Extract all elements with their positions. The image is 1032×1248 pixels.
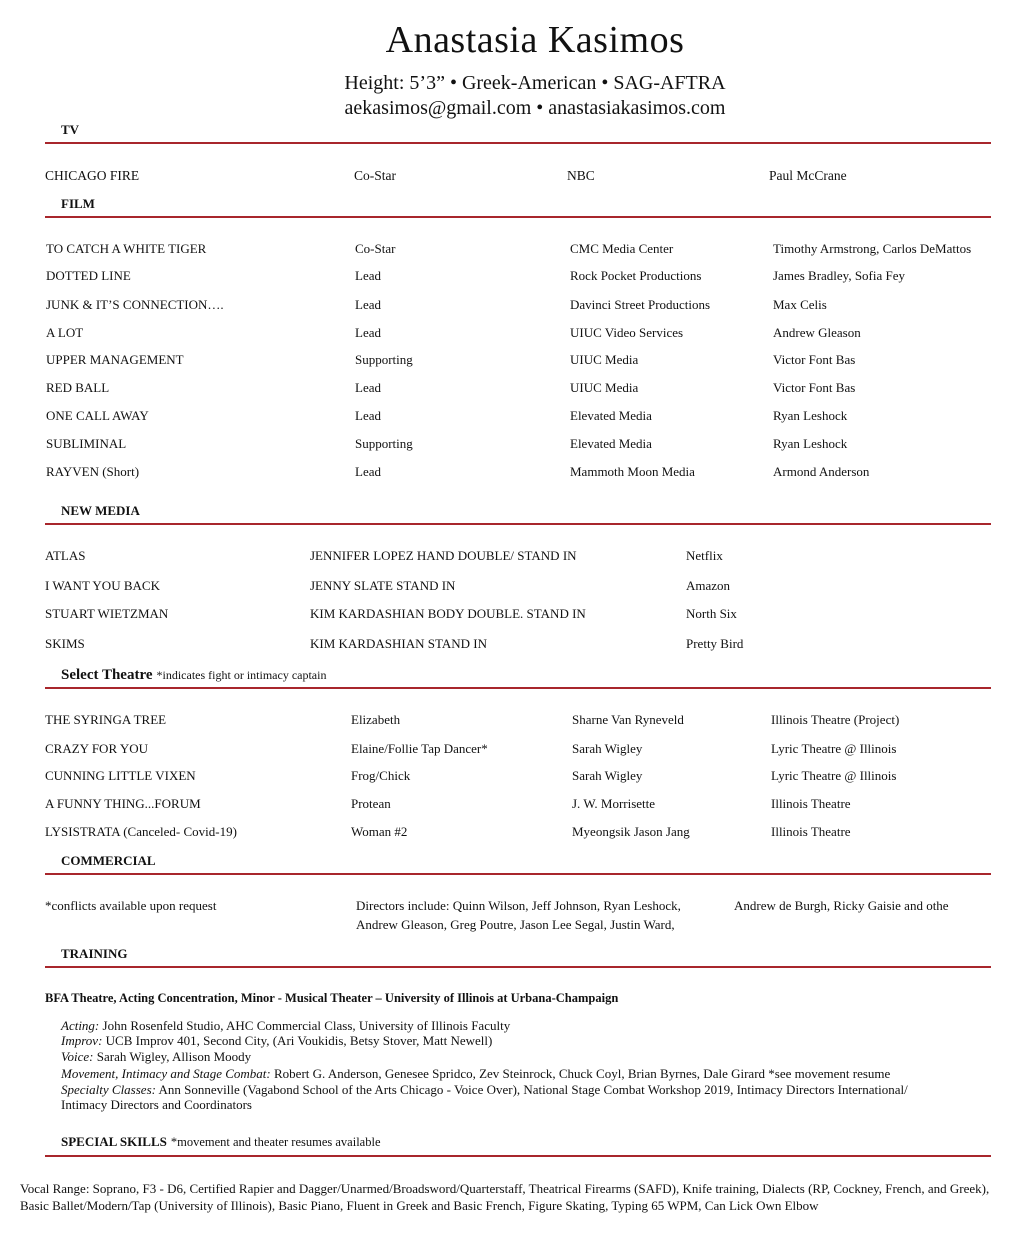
credit-director: J. W. Morrisette <box>572 796 656 811</box>
credit-director: Ryan Leshock <box>773 436 848 451</box>
special-skills-text: Vocal Range: Soprano, F3 - D6, Certified Rapier and Dagger/Unarmed/Broadsword/Quarterstaff, Theatrical Firearms (SAFD), Knife training, Dialects (RP, Cockney, French, and Greek), Basic Ballet/Modern/Tap (University of Illinois), Basic Piano, Fluent in Greek and Basic French, Figure Skating, Typing 65 WPM, Can Lick Own Elbow <box>20 1181 990 1213</box>
section-heading-film: FILM <box>61 196 95 211</box>
credit-role: KIM KARDASHIAN STAND IN <box>310 636 487 651</box>
credit-venue: Illinois Theatre (Project) <box>771 712 900 727</box>
credit-title: CRAZY FOR YOU <box>45 741 149 756</box>
credit-title: SUBLIMINAL <box>46 436 127 451</box>
training-text: John Rosenfeld Studio, AHC Commercial Class, University of Illinois Faculty <box>99 1018 511 1033</box>
directors-line: Directors include: Quinn Wilson, Jeff Johnson, Ryan Leshock, <box>356 898 681 913</box>
credit-role: Woman #2 <box>351 824 408 839</box>
theatre-note: *indicates fight or intimacy captain <box>156 668 327 682</box>
credit-role: Co-Star <box>355 241 396 256</box>
credit-title: JUNK & IT’S CONNECTION…. <box>46 297 224 312</box>
credit-company: UIUC Video Services <box>570 325 684 340</box>
training-label: Movement, Intimacy and Stage Combat: <box>61 1066 271 1081</box>
section-divider <box>45 966 991 968</box>
credit-company: Amazon <box>686 578 731 593</box>
training-text: Ann Sonneville (Vagabond School of the Arts Chicago - Voice Over), National Stage Combat Workshop 2019, Intimacy Directors International/ <box>155 1082 908 1097</box>
credit-title: THE SYRINGA TREE <box>45 712 167 727</box>
degree: BFA Theatre, Acting Concentration, Minor - Musical Theater – University of Illinois at Urbana-Champaign <box>45 991 619 1005</box>
credit-title: I WANT YOU BACK <box>45 578 160 593</box>
training-line <box>61 1082 908 1098</box>
training-line <box>61 1033 492 1049</box>
credit-title: CUNNING LITTLE VIXEN <box>45 768 196 783</box>
credit-role: JENNY SLATE STAND IN <box>310 578 456 593</box>
credit-company: Rock Pocket Productions <box>570 268 702 283</box>
credit-director: Max Celis <box>773 297 827 312</box>
skills-note: *movement and theater resumes available <box>170 1135 381 1149</box>
credit-title: ATLAS <box>45 548 86 563</box>
credit-title: RED BALL <box>46 380 110 395</box>
credit-title: CHICAGO FIRE <box>45 168 140 183</box>
credit-role: Lead <box>355 464 381 479</box>
credit-title: RAYVEN (Short) <box>46 464 140 479</box>
section-heading-theatre-group <box>61 666 326 684</box>
credit-director: Sarah Wigley <box>572 768 643 783</box>
credit-title: A FUNNY THING...FORUM <box>45 796 201 811</box>
training-line <box>61 1066 890 1082</box>
contact-info: aekasimos@gmail.com • anastasiakasimos.com <box>344 97 726 119</box>
credit-role: Co-Star <box>354 168 396 183</box>
credit-title: ONE CALL AWAY <box>46 408 149 423</box>
directors-line: Andrew Gleason, Greg Poutre, Jason Lee Segal, Justin Ward, <box>356 917 675 932</box>
credit-role: Protean <box>351 796 391 811</box>
credit-network: NBC <box>567 168 595 183</box>
credit-venue: Illinois Theatre <box>771 824 851 839</box>
credit-company: Elevated Media <box>570 408 652 423</box>
section-divider <box>45 687 991 689</box>
credit-company: Netflix <box>686 548 723 563</box>
credit-role: Frog/Chick <box>351 768 411 783</box>
credit-company: CMC Media Center <box>570 241 674 256</box>
section-divider <box>45 523 991 525</box>
credit-director: Armond Anderson <box>773 464 870 479</box>
section-divider <box>45 1155 991 1157</box>
credit-role: JENNIFER LOPEZ HAND DOUBLE/ STAND IN <box>310 548 577 563</box>
credit-role: Lead <box>355 268 381 283</box>
section-divider <box>45 216 991 218</box>
section-heading-special-skills: SPECIAL SKILLS <box>61 1134 167 1149</box>
training-label: Improv: <box>61 1033 103 1048</box>
credit-role: Supporting <box>355 352 413 367</box>
section-heading-commercial: COMMERCIAL <box>61 853 156 868</box>
credit-role: KIM KARDASHIAN BODY DOUBLE. STAND IN <box>310 606 586 621</box>
credit-role: Lead <box>355 297 381 312</box>
credit-role: Supporting <box>355 436 413 451</box>
credit-company: Pretty Bird <box>686 636 744 651</box>
credit-director: Timothy Armstrong, Carlos DeMattos <box>773 241 972 256</box>
training-line <box>61 1018 510 1034</box>
credit-company: UIUC Media <box>570 380 639 395</box>
credit-director: Victor Font Bas <box>773 352 856 367</box>
credit-title: SKIMS <box>45 636 85 651</box>
credit-title: UPPER MANAGEMENT <box>46 352 184 367</box>
section-heading-skills-group <box>61 1133 381 1151</box>
section-heading-theatre: Select Theatre <box>61 667 153 683</box>
credit-director: Myeongsik Jason Jang <box>572 824 690 839</box>
credit-company: Elevated Media <box>570 436 652 451</box>
credit-role: Elaine/Follie Tap Dancer* <box>351 741 488 756</box>
training-text: UCB Improv 401, Second City, (Ari Voukidis, Betsy Stover, Matt Newell) <box>102 1033 493 1048</box>
credit-company: Mammoth Moon Media <box>570 464 695 479</box>
training-text: Sarah Wigley, Allison Moody <box>93 1049 252 1064</box>
conflicts-note: *conflicts available upon request <box>45 898 217 913</box>
training-label: Voice: <box>61 1049 94 1064</box>
section-heading-tv: TV <box>61 122 80 137</box>
section-heading-new-media: NEW MEDIA <box>61 503 140 518</box>
directors-line: Andrew de Burgh, Ricky Gaisie and othe <box>734 898 949 913</box>
credit-director: Andrew Gleason <box>773 325 861 340</box>
credit-director: James Bradley, Sofia Fey <box>773 268 906 283</box>
training-line <box>61 1049 251 1065</box>
credit-venue: Lyric Theatre @ Illinois <box>771 741 897 756</box>
credit-role: Lead <box>355 325 381 340</box>
resume-name: Anastasia Kasimos <box>385 19 685 61</box>
training-text: Robert G. Anderson, Genesee Spridco, Zev Steinrock, Chuck Coyl, Brian Byrnes, Dale Girard *see movement resume <box>270 1066 891 1081</box>
section-divider <box>45 142 991 144</box>
credit-company: North Six <box>686 606 737 621</box>
credit-director: Sharne Van Ryneveld <box>572 712 684 727</box>
personal-info: Height: 5’3” • Greek-American • SAG-AFTRA <box>344 72 726 94</box>
training-label: Specialty Classes: <box>61 1082 156 1097</box>
credit-venue: Illinois Theatre <box>771 796 851 811</box>
credit-company: Davinci Street Productions <box>570 297 711 312</box>
credit-director: Paul McCrane <box>769 168 847 183</box>
credit-title: A LOT <box>46 325 84 340</box>
credit-title: TO CATCH A WHITE TIGER <box>46 241 207 256</box>
credit-venue: Lyric Theatre @ Illinois <box>771 768 897 783</box>
credit-company: UIUC Media <box>570 352 639 367</box>
credit-title: DOTTED LINE <box>46 268 131 283</box>
training-label: Acting: <box>61 1018 100 1033</box>
credit-role: Lead <box>355 380 381 395</box>
credit-role: Lead <box>355 408 381 423</box>
credit-director: Sarah Wigley <box>572 741 643 756</box>
credit-title: LYSISTRATA (Canceled- Covid-19) <box>45 824 237 839</box>
credit-title: STUART WIETZMAN <box>45 606 169 621</box>
credit-role: Elizabeth <box>351 712 401 727</box>
training-line: Intimacy Directors and Coordinators <box>61 1097 252 1112</box>
credit-director: Victor Font Bas <box>773 380 856 395</box>
section-heading-training: TRAINING <box>61 946 128 961</box>
section-divider <box>45 873 991 875</box>
credit-director: Ryan Leshock <box>773 408 848 423</box>
